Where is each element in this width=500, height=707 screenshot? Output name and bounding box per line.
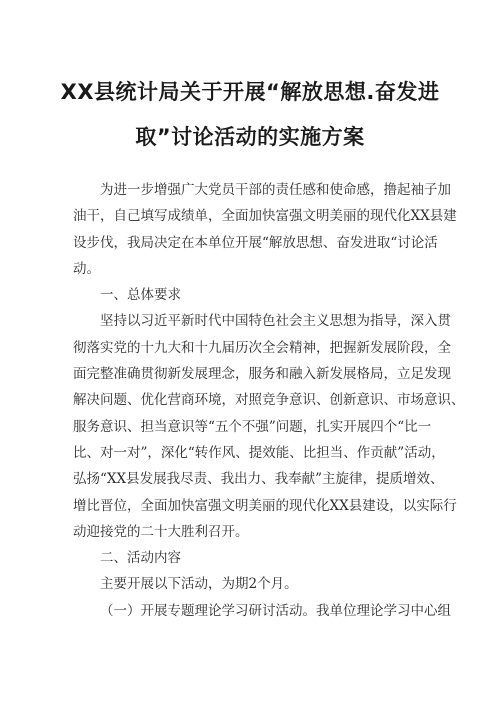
section1-line: 面完整准确贯彻新发展理念，服务和融入新发展格局，立足发现 xyxy=(73,366,451,383)
section-heading-activity-content: 二、活动内容 xyxy=(100,550,181,567)
section2-intro: 主要开展以下活动，为期2个月。 xyxy=(100,576,298,593)
intro-line: 为进一步增强广大党员干部的责任感和使命感，撸起袖子加 xyxy=(100,182,451,198)
section1-paragraph xyxy=(73,308,465,545)
section1-line: 解决问题、优化营商环境，对照竞争意识、创新意识、市场意识、 xyxy=(73,392,465,409)
document-body xyxy=(73,177,465,624)
document-title-line2: 取”讨论活动的实施方案 xyxy=(135,125,365,149)
intro-paragraph xyxy=(73,177,457,282)
section1-line: 增比晋位，全面加快富强文明美丽的现代化XX县建设，以实际行 xyxy=(73,497,457,514)
section1-line: 服务意识、担当意识等“五个不强”问题，扎实开展四个“比一 xyxy=(73,418,432,435)
section1-line: 弘扬“XX县发展我尽责、我出力、我奉献”主旋律，提质增效、 xyxy=(73,471,444,488)
section1-line: 比、对一对”，深化“转作风、提效能、比担当、作贡献”活动， xyxy=(73,444,445,461)
section1-line: 坚持以习近平新时代中国特色社会主义思想为指导，深入贯 xyxy=(100,313,451,330)
section2-item1: （一）开展专题理论学习研讨活动。我单位理论学习中心组 xyxy=(100,602,451,619)
section-heading-general-requirements: 一、总体要求 xyxy=(100,287,181,304)
section1-line: 彻落实党的十九大和十九届历次全会精神，把握新发展阶段，全 xyxy=(73,339,451,356)
document-title-line1: XX县统计局关于开展“解放思想.奋发进 xyxy=(60,80,440,104)
intro-line: 油干，自己填写成绩单，全面加快富强文明美丽的现代化XX县建 xyxy=(73,208,457,225)
section1-line: 动迎接党的二十大胜利召开。 xyxy=(73,523,249,540)
intro-line: 动。 xyxy=(73,260,100,277)
intro-line: 设步伐，我局决定在本单位开展“解放思想、奋发进取“讨论活 xyxy=(73,234,438,251)
